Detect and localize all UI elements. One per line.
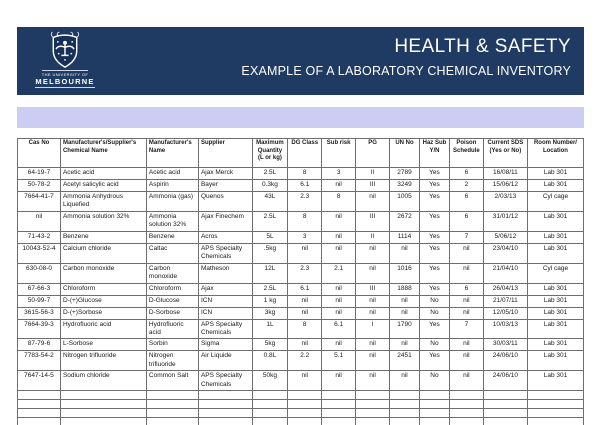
table-cell: 26/04/13 xyxy=(483,283,527,295)
empty-cell xyxy=(198,391,252,400)
table-cell: 3kg xyxy=(252,307,288,319)
table-cell: Sorbin xyxy=(146,339,198,351)
empty-cell xyxy=(252,400,288,409)
column-header: Maximum Quantity (L or kg) xyxy=(252,139,288,168)
table-cell: 1790 xyxy=(390,319,420,339)
university-logo xyxy=(29,31,101,91)
empty-table-row xyxy=(18,400,584,409)
empty-table-row xyxy=(18,418,584,425)
empty-cell xyxy=(288,409,322,418)
empty-cell xyxy=(356,418,390,425)
table-cell: Lab 301 xyxy=(527,319,583,339)
empty-cell xyxy=(390,409,420,418)
table-cell: nil xyxy=(322,307,356,319)
empty-cell xyxy=(449,409,483,418)
empty-cell xyxy=(18,391,61,400)
empty-cell xyxy=(146,418,198,425)
empty-cell xyxy=(527,400,583,409)
table-cell: Yes xyxy=(419,211,449,231)
table-cell: Yes xyxy=(419,231,449,243)
table-row xyxy=(18,319,584,339)
empty-table-row xyxy=(18,391,584,400)
table-cell: Lab 301 xyxy=(527,231,583,243)
table-cell: 7647-14-5 xyxy=(18,371,61,391)
table-cell: nil xyxy=(322,243,356,263)
table-row xyxy=(18,168,584,180)
table-cell: nil xyxy=(390,295,420,307)
table-cell: D-Glucose xyxy=(146,295,198,307)
table-cell: 2.5L xyxy=(252,283,288,295)
empty-cell xyxy=(146,391,198,400)
empty-cell xyxy=(18,400,61,409)
table-cell: 1 kg xyxy=(252,295,288,307)
table-cell: Matheson xyxy=(198,263,252,283)
table-cell: No xyxy=(419,307,449,319)
table-cell: 24/06/10 xyxy=(483,351,527,371)
table-row xyxy=(18,192,584,212)
empty-cell xyxy=(60,391,146,400)
table-cell: Ammonia solution 32% xyxy=(60,211,146,231)
table-cell: Ammonia solution 32% xyxy=(146,211,198,231)
table-cell: Calcium chloride xyxy=(60,243,146,263)
document-header xyxy=(17,27,584,95)
table-cell: Yes xyxy=(419,243,449,263)
table-cell: nil xyxy=(356,243,390,263)
table-cell: nil xyxy=(390,307,420,319)
table-cell: nil xyxy=(390,339,420,351)
table-cell: D-(+)Glucose xyxy=(60,295,146,307)
table-cell: 87-79-6 xyxy=(18,339,61,351)
empty-table-row xyxy=(18,409,584,418)
table-cell: 12/05/10 xyxy=(483,307,527,319)
table-cell: 0.8L xyxy=(252,351,288,371)
table-cell: Carbon monoxide xyxy=(146,263,198,283)
table-cell: nil xyxy=(356,263,390,283)
table-cell: nil xyxy=(449,371,483,391)
table-cell: Bayer xyxy=(198,180,252,192)
table-cell: Yes xyxy=(419,168,449,180)
table-cell: Cyl cage xyxy=(527,192,583,212)
empty-cell xyxy=(288,400,322,409)
empty-cell xyxy=(288,418,322,425)
column-header: Current SDS (Yes or No) xyxy=(483,139,527,168)
table-cell: 2672 xyxy=(390,211,420,231)
table-cell: Ajax Merck xyxy=(198,168,252,180)
empty-cell xyxy=(527,418,583,425)
table-cell: Benzene xyxy=(146,231,198,243)
table-cell: ICN xyxy=(198,307,252,319)
empty-cell xyxy=(483,418,527,425)
table-cell: 5kg xyxy=(252,339,288,351)
table-row xyxy=(18,339,584,351)
table-cell: I xyxy=(356,319,390,339)
table-cell: 5L xyxy=(252,231,288,243)
table-cell: Ammonia Anhydrous Liquefied xyxy=(60,192,146,212)
table-cell: 7783-54-2 xyxy=(18,351,61,371)
table-cell: 1005 xyxy=(390,192,420,212)
table-cell: nil xyxy=(356,339,390,351)
table-cell: III xyxy=(356,283,390,295)
empty-cell xyxy=(419,418,449,425)
table-cell: .5kg xyxy=(252,243,288,263)
table-cell: Chloroform xyxy=(60,283,146,295)
table-cell: 5/06/12 xyxy=(483,231,527,243)
table-cell: 630-08-0 xyxy=(18,263,61,283)
logo-text-line1: THE UNIVERSITY OF xyxy=(41,72,89,77)
empty-cell xyxy=(60,418,146,425)
table-cell: 7 xyxy=(449,319,483,339)
table-cell: Chloroform xyxy=(146,283,198,295)
table-cell: 23/04/10 xyxy=(483,243,527,263)
table-cell: 6.1 xyxy=(288,180,322,192)
table-cell: Acetic acid xyxy=(60,168,146,180)
table-cell: Lab 301 xyxy=(527,243,583,263)
table-cell: APS Specialty Chemicals xyxy=(198,319,252,339)
empty-cell xyxy=(390,418,420,425)
table-cell: 8 xyxy=(288,319,322,339)
column-header: Room Number/ Location xyxy=(527,139,583,168)
table-cell: 15/06/12 xyxy=(483,180,527,192)
table-cell: Aspirin xyxy=(146,180,198,192)
table-row xyxy=(18,180,584,192)
table-cell: 2/03/13 xyxy=(483,192,527,212)
table-row xyxy=(18,371,584,391)
table-cell: 50-78-2 xyxy=(18,180,61,192)
column-header: Poison Schedule xyxy=(449,139,483,168)
table-cell: 1888 xyxy=(390,283,420,295)
page-subtitle: EXAMPLE OF A LABORATORY CHEMICAL INVENTORY xyxy=(241,63,571,78)
table-cell: III xyxy=(356,180,390,192)
empty-cell xyxy=(322,391,356,400)
empty-cell xyxy=(356,391,390,400)
table-cell: 16/08/11 xyxy=(483,168,527,180)
table-cell: Yes xyxy=(419,283,449,295)
empty-cell xyxy=(356,400,390,409)
table-cell: 0.3kg xyxy=(252,180,288,192)
table-cell: nil xyxy=(322,371,356,391)
table-cell: 24/06/10 xyxy=(483,371,527,391)
table-cell: 8 xyxy=(322,192,356,212)
table-cell: nil xyxy=(288,295,322,307)
column-header: Supplier xyxy=(198,139,252,168)
empty-cell xyxy=(419,391,449,400)
table-cell: Air Liquide xyxy=(198,351,252,371)
empty-cell xyxy=(390,391,420,400)
column-header: DG Class xyxy=(288,139,322,168)
table-cell: D-(+)Sorbose xyxy=(60,307,146,319)
table-cell: 10043-52-4 xyxy=(18,243,61,263)
table-cell: APS Specialty Chemicals xyxy=(198,371,252,391)
column-header: Manufacturer's/Supplier's Chemical Name xyxy=(60,139,146,168)
empty-cell xyxy=(449,418,483,425)
table-cell: Lab 301 xyxy=(527,307,583,319)
empty-cell xyxy=(322,400,356,409)
table-cell: 6 xyxy=(449,168,483,180)
table-cell: 2.1 xyxy=(322,263,356,283)
table-cell: ICN xyxy=(198,295,252,307)
table-cell: nil xyxy=(322,231,356,243)
logo-text-line2: MELBOURNE xyxy=(35,77,95,86)
table-cell: Lab 301 xyxy=(527,168,583,180)
table-cell: nil xyxy=(356,295,390,307)
table-cell: 3249 xyxy=(390,180,420,192)
table-cell: Acetyl salicylic acid xyxy=(60,180,146,192)
table-cell: 8 xyxy=(288,168,322,180)
empty-cell xyxy=(356,409,390,418)
university-of-melbourne-crest-icon xyxy=(47,31,83,69)
empty-cell xyxy=(252,418,288,425)
empty-cell xyxy=(322,418,356,425)
table-row xyxy=(18,243,584,263)
table-cell: 3 xyxy=(288,231,322,243)
table-cell: 6 xyxy=(449,192,483,212)
empty-cell xyxy=(483,391,527,400)
table-cell: nil xyxy=(288,307,322,319)
table-row xyxy=(18,307,584,319)
table-cell: Common Salt xyxy=(146,371,198,391)
header-titles xyxy=(241,35,571,78)
lavender-band xyxy=(17,107,584,128)
table-cell: Lab 301 xyxy=(527,351,583,371)
table-cell: 1L xyxy=(252,319,288,339)
table-cell: nil xyxy=(449,243,483,263)
table-cell: Sigma xyxy=(198,339,252,351)
table-cell: nil xyxy=(356,307,390,319)
empty-cell xyxy=(483,409,527,418)
column-header: Sub risk xyxy=(322,139,356,168)
table-cell: Lab 301 xyxy=(527,283,583,295)
table-cell: 1016 xyxy=(390,263,420,283)
empty-cell xyxy=(419,400,449,409)
empty-cell xyxy=(198,418,252,425)
column-header: Manufacturer's Name xyxy=(146,139,198,168)
empty-cell xyxy=(18,409,61,418)
empty-cell xyxy=(198,409,252,418)
column-header: Haz Sub Y/N xyxy=(419,139,449,168)
table-cell: 21/07/11 xyxy=(483,295,527,307)
table-cell: Hydrofluoric acid xyxy=(146,319,198,339)
table-cell: nil xyxy=(449,339,483,351)
table-cell: 5.1 xyxy=(322,351,356,371)
table-cell: Yes xyxy=(419,351,449,371)
table-cell: Nitrogen trifluoride xyxy=(146,351,198,371)
table-cell: nil xyxy=(449,351,483,371)
table-cell: nil xyxy=(322,211,356,231)
table-cell: Yes xyxy=(419,180,449,192)
empty-cell xyxy=(527,409,583,418)
table-cell: nil xyxy=(322,295,356,307)
table-cell: nil xyxy=(449,307,483,319)
table-cell: APS Specialty Chemicals xyxy=(198,243,252,263)
table-cell: 2.3 xyxy=(288,192,322,212)
table-cell: Lab 301 xyxy=(527,180,583,192)
empty-cell xyxy=(146,400,198,409)
table-cell: Lab 301 xyxy=(527,211,583,231)
table-row xyxy=(18,295,584,307)
empty-cell xyxy=(419,409,449,418)
empty-cell xyxy=(60,409,146,418)
table-cell: 6 xyxy=(449,211,483,231)
table-cell: Quenos xyxy=(198,192,252,212)
table-cell: nil xyxy=(390,371,420,391)
table-cell: 7664-39-3 xyxy=(18,319,61,339)
empty-cell xyxy=(288,391,322,400)
table-cell: Cyl cage xyxy=(527,263,583,283)
empty-cell xyxy=(390,400,420,409)
table-cell: 2.5L xyxy=(252,168,288,180)
table-cell: 6.1 xyxy=(322,319,356,339)
table-cell: Nitrogen trifluoride xyxy=(60,351,146,371)
table-cell: nil xyxy=(18,211,61,231)
table-cell: Ajax Finechem xyxy=(198,211,252,231)
table-cell: 64-19-7 xyxy=(18,168,61,180)
table-cell: nil xyxy=(288,371,322,391)
table-cell: 10/03/13 xyxy=(483,319,527,339)
table-cell: III xyxy=(356,211,390,231)
table-cell: 6.1 xyxy=(288,283,322,295)
table-cell: 2451 xyxy=(390,351,420,371)
table-cell: 31/01/12 xyxy=(483,211,527,231)
table-cell: Lab 301 xyxy=(527,371,583,391)
column-header: UN No xyxy=(390,139,420,168)
table-cell: 30/03/11 xyxy=(483,339,527,351)
table-cell: Acros xyxy=(198,231,252,243)
table-cell: 50kg xyxy=(252,371,288,391)
table-cell: nil xyxy=(449,263,483,283)
table-cell: nil xyxy=(356,192,390,212)
empty-cell xyxy=(252,409,288,418)
table-cell: nil xyxy=(322,339,356,351)
page-title: HEALTH & SAFETY xyxy=(394,36,571,57)
table-cell: 12L xyxy=(252,263,288,283)
table-cell: 3615-56-3 xyxy=(18,307,61,319)
table-cell: Sodium chloride xyxy=(60,371,146,391)
empty-cell xyxy=(252,391,288,400)
table-cell: 2.5L xyxy=(252,211,288,231)
table-cell: 7 xyxy=(449,231,483,243)
table-cell: Lab 301 xyxy=(527,339,583,351)
empty-cell xyxy=(483,400,527,409)
table-cell: nil xyxy=(322,283,356,295)
column-header: PG xyxy=(356,139,390,168)
table-cell: nil xyxy=(288,243,322,263)
table-cell: No xyxy=(419,339,449,351)
table-cell: Yes xyxy=(419,319,449,339)
table-cell: nil xyxy=(322,180,356,192)
table-cell: 2 xyxy=(449,180,483,192)
chemical-inventory-table xyxy=(17,138,584,425)
table-cell: 2.2 xyxy=(288,351,322,371)
table-row xyxy=(18,351,584,371)
table-cell: 2789 xyxy=(390,168,420,180)
table-cell: 21/04/10 xyxy=(483,263,527,283)
table-cell: Carbon monoxide xyxy=(60,263,146,283)
table-cell: nil xyxy=(356,351,390,371)
empty-cell xyxy=(449,391,483,400)
table-cell: 6 xyxy=(449,283,483,295)
table-cell: Benzene xyxy=(60,231,146,243)
column-header: Cas No xyxy=(18,139,61,168)
table-header-row xyxy=(18,139,584,168)
table-cell: 7664-41-7 xyxy=(18,192,61,212)
table-cell: nil xyxy=(288,339,322,351)
table-cell: Yes xyxy=(419,192,449,212)
empty-cell xyxy=(18,418,61,425)
table-row xyxy=(18,283,584,295)
table-row xyxy=(18,263,584,283)
table-cell: 71-43-2 xyxy=(18,231,61,243)
empty-cell xyxy=(322,409,356,418)
table-cell: L-Sorbose xyxy=(60,339,146,351)
table-cell: Ajax xyxy=(198,283,252,295)
table-cell: 3 xyxy=(322,168,356,180)
table-cell: II xyxy=(356,168,390,180)
table-cell: nil xyxy=(356,371,390,391)
table-cell: No xyxy=(419,295,449,307)
table-row xyxy=(18,231,584,243)
table-cell: 43L xyxy=(252,192,288,212)
table-cell: No xyxy=(419,371,449,391)
table-cell: 67-66-3 xyxy=(18,283,61,295)
table-cell: D-Sorbose xyxy=(146,307,198,319)
table-cell: nil xyxy=(390,243,420,263)
table-cell: II xyxy=(356,231,390,243)
table-cell: Yes xyxy=(419,263,449,283)
table-cell: Acetic acid xyxy=(146,168,198,180)
table-cell: 1114 xyxy=(390,231,420,243)
table-cell: Hydrofluoric acid xyxy=(60,319,146,339)
empty-cell xyxy=(198,400,252,409)
table-cell: Ammonia (gas) xyxy=(146,192,198,212)
empty-cell xyxy=(527,391,583,400)
table-cell: 8 xyxy=(288,211,322,231)
table-cell: nil xyxy=(449,295,483,307)
table-cell: 50-99-7 xyxy=(18,295,61,307)
table-cell: Caltac xyxy=(146,243,198,263)
table-row xyxy=(18,211,584,231)
empty-cell xyxy=(146,409,198,418)
empty-cell xyxy=(60,400,146,409)
table-cell: Lab 301 xyxy=(527,295,583,307)
empty-cell xyxy=(449,400,483,409)
table-cell: 2.3 xyxy=(288,263,322,283)
